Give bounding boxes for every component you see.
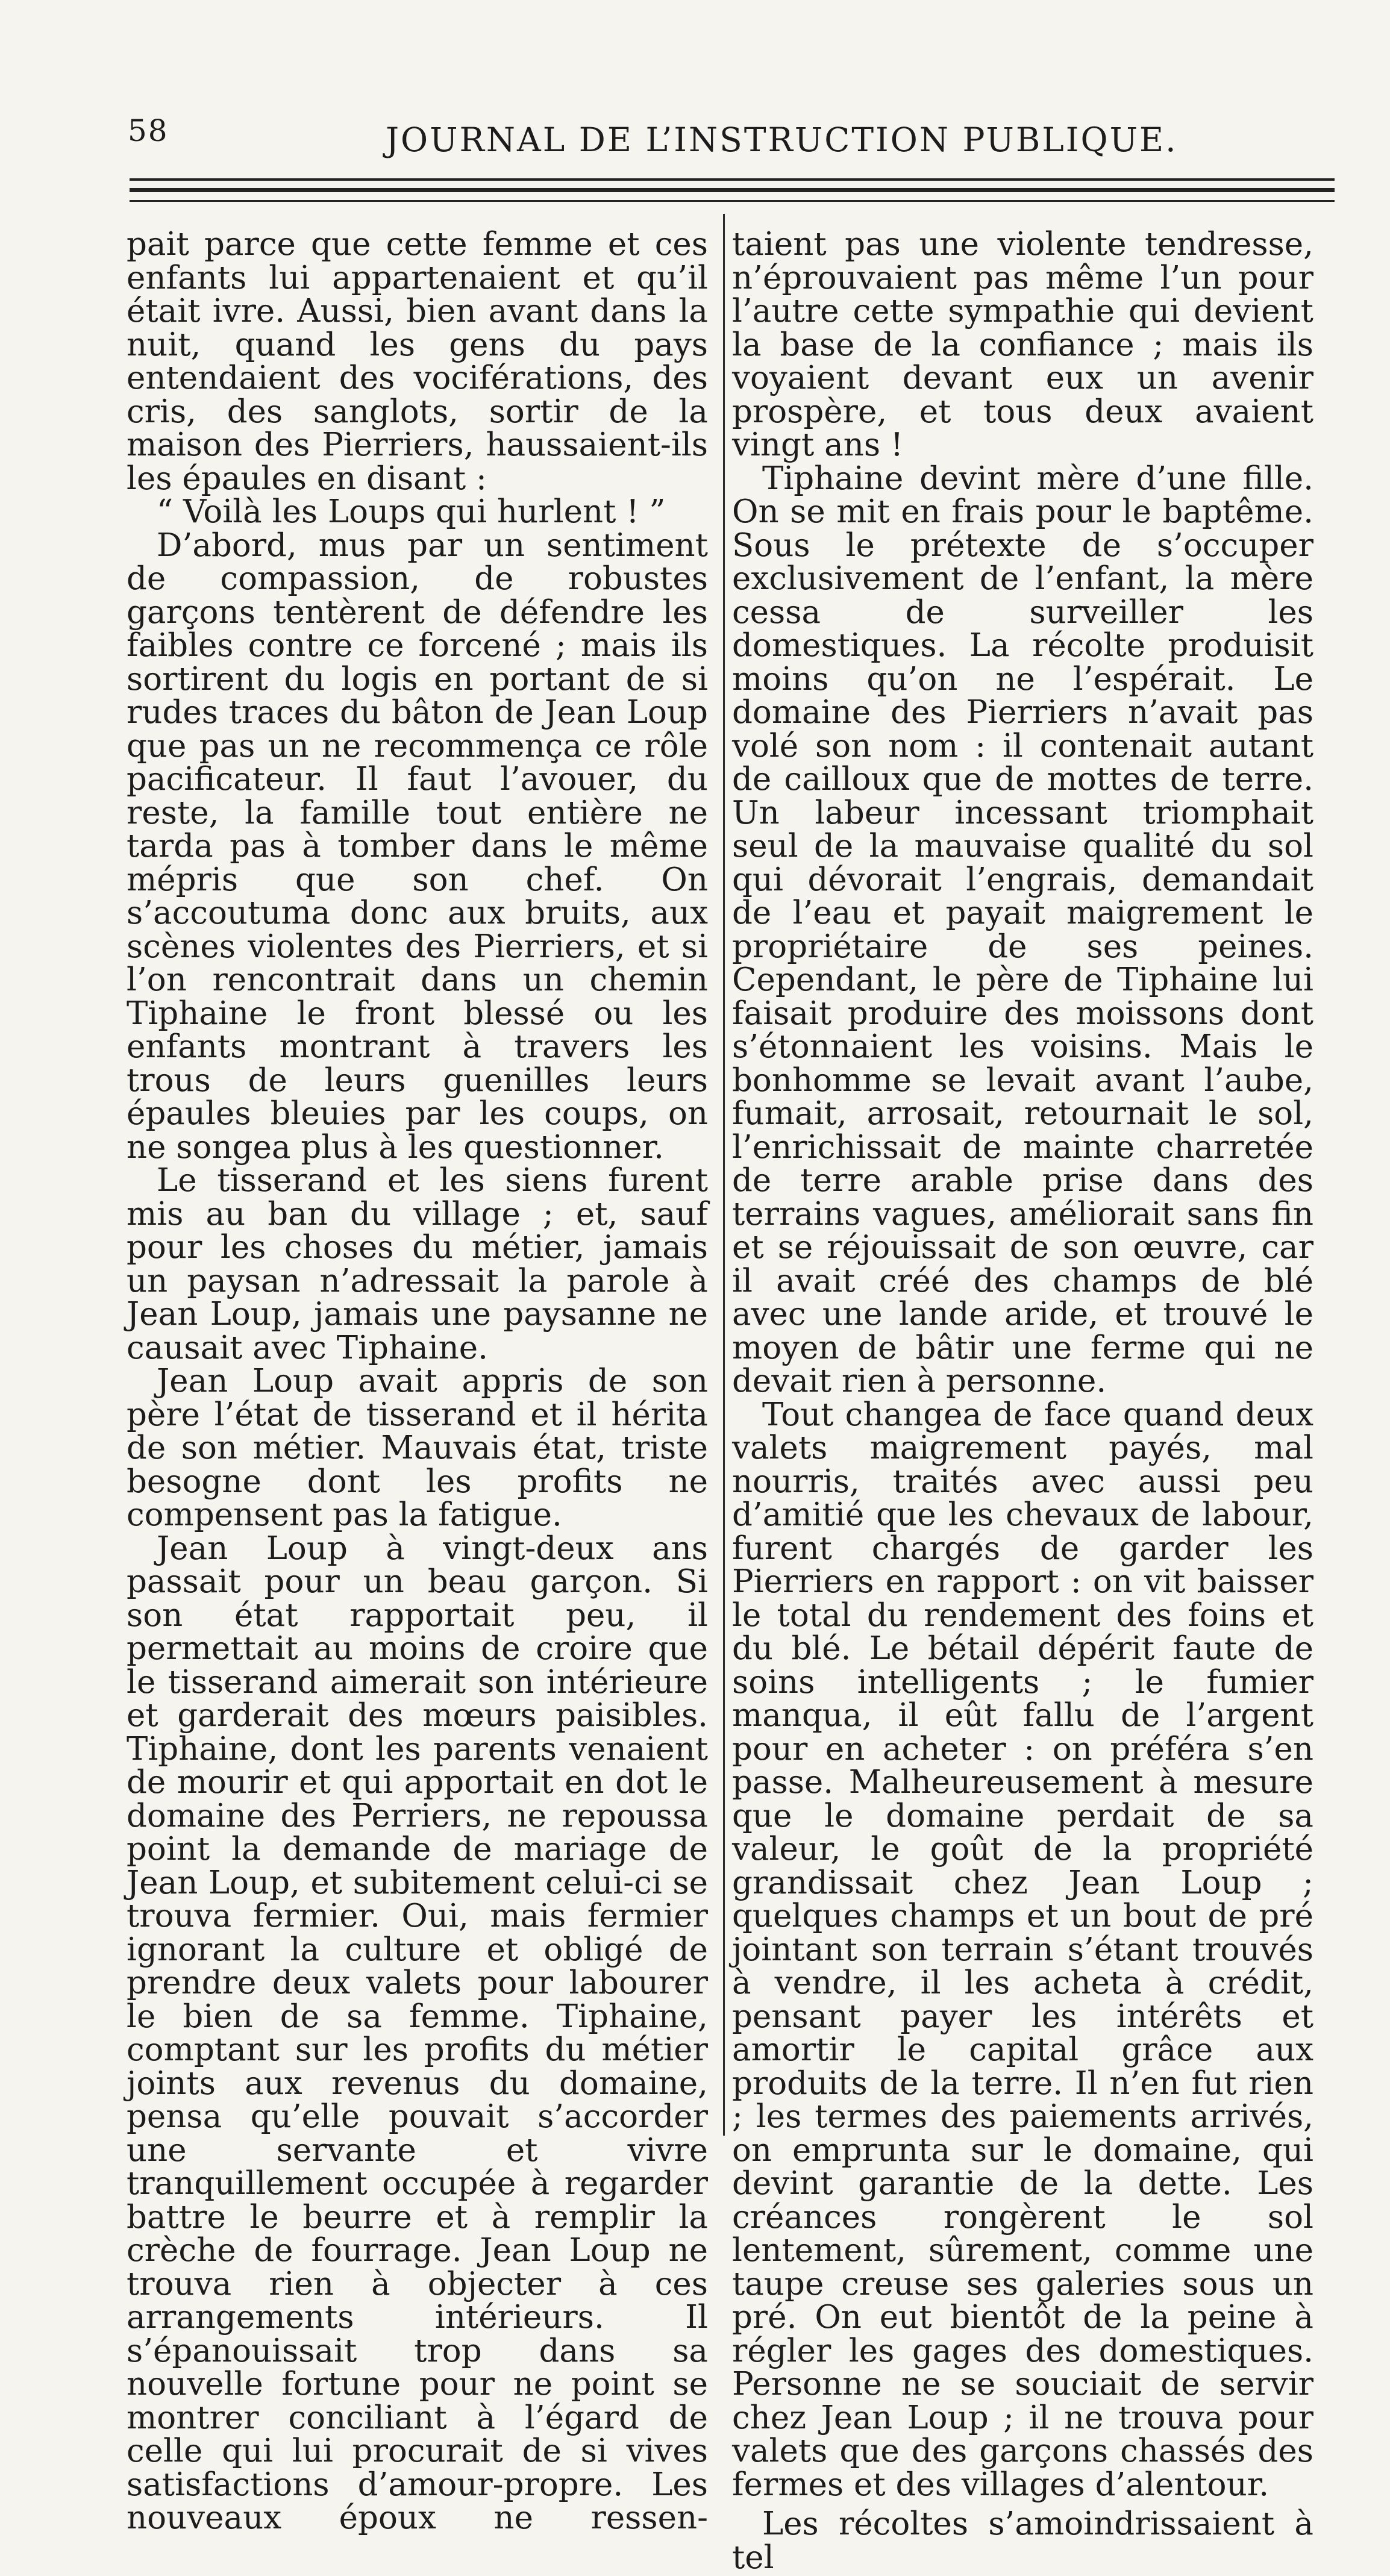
page-number: 58	[128, 113, 169, 148]
paragraph: taient pas une violente tendresse, n’éprouvaient pas même l’un pour l’autre cette sympathie qui devient la base de la confiance ; mais ils voyaient devant eux un avenir prospère, et tous deux avaient vingt ans !	[732, 226, 1313, 463]
header-rule-bottom	[130, 200, 1335, 202]
column-divider	[723, 214, 725, 2136]
header-rule-top	[130, 178, 1335, 181]
left-column	[127, 228, 708, 2535]
paragraph: D’abord, mus par un sentiment de compassion, de robustes garçons tentèrent de défendre les faibles contre ce forcené ; mais ils sortirent du logis en portant de si rudes traces du bâton de Jean Loup que pas un ne recommença ce rôle pacificateur. Il faut l’avouer, du reste, la famille tout entière ne tarda pas à tomber dans le même mépris que son chef. On s’accoutuma donc aux bruits, aux scènes violentes des Pierriers, et si l’on rencontrait dans un chemin Tiphaine le front blessé ou les enfants montrant à travers les trous de leurs guenilles leurs épaules bleuies par les coups, on ne songea plus à les questionner.	[127, 527, 708, 1166]
header-rule-middle	[130, 188, 1335, 192]
quote-paragraph: “ Voilà les Loups qui hurlent ! ”	[157, 493, 666, 530]
right-column	[732, 228, 1313, 2574]
paragraph: Tiphaine devint mère d’une fille. On se mit en frais pour le baptême. Sous le prétexte de s’occuper exclusivement de l’enfant, la mère cessa de surveiller les domestiques. La récolte produisit moins qu’on ne l’espérait. Le domaine des Pierriers n’avait pas volé son nom : il contenait autant de cailloux que de mottes de terre. Un labeur incessant triomphait seul de la mauvaise qualité du sol qui dévorait l’engrais, demandait de l’eau et payait maigrement le propriétaire de ses peines. Cependant, le père de Tiphaine lui faisait produire des moissons dont s’étonnaient les voisins. Mais le bonhomme se levait avant l’aube, fumait, arrosait, retournait le sol, l’enrichissait de mainte charretée de terre arable prise dans des terrains vagues, améliorait sans fin et se réjouissait de son œuvre, car il avait créé des champs de blé avec une lande aride, et trouvé le moyen de bâtir une ferme qui ne devait rien à personne.	[732, 460, 1313, 1399]
paragraph: pait parce que cette femme et ces enfants lui appartenaient et qu’il était ivre. Aussi, bien avant dans la nuit, quand les gens du pays entendaient des vociférations, des cris, des sanglots, sortir de la maison des Pierriers, haussaient-ils les épaules en disant :	[127, 226, 708, 497]
paragraph: Jean Loup avait appris de son père l’état de tisserand et il hérita de son métier. Mauvais état, triste besogne dont les profits ne compensent pas la fatigue.	[127, 1363, 708, 1533]
running-title: JOURNAL DE L’INSTRUCTION PUBLIQUE.	[386, 120, 1178, 159]
paragraph: Les récoltes s’amoindrissaient à tel	[732, 2506, 1313, 2576]
paragraph: Le tisserand et les siens furent mis au ban du village ; et, sauf pour les choses du métier, jamais un paysan n’adressait la parole à Jean Loup, jamais une paysanne ne causait avec Tiphaine.	[127, 1162, 708, 1366]
paragraph: Jean Loup à vingt-deux ans passait pour un beau garçon. Si son état rapportait peu, il permettait au moins de croire que le tisserand aimerait son intérieure et garderait des mœurs paisibles. Tiphaine, dont les parents venaient de mourir et qui apportait en dot le domaine des Perriers, ne repoussa point la demande de mariage de Jean Loup, et subitement celui-ci se trouva fermier. Oui, mais fermier ignorant la culture et obligé de prendre deux valets pour labourer le bien de sa femme. Tiphaine, comptant sur les profits du métier joints aux revenus du domaine, pensa qu’elle pouvait s’accorder une servante et vivre tranquillement occupée à regarder battre le beurre et à remplir la crèche de fourrage. Jean Loup ne trouva rien à objecter à ces arrangements intérieurs. Il s’épanouissait trop dans sa nouvelle fortune pour ne point se montrer conciliant à l’égard de celle qui lui procurait de si vives satisfactions d’amour-propre. Les nouveaux époux ne ressen-	[127, 1530, 708, 2536]
paragraph: Tout changea de face quand deux valets maigrement payés, mal nourris, traités avec aussi peu d’amitié que les chevaux de labour, furent chargés de garder les Pierriers en rapport : on vit baisser le total du rendement des foins et du blé. Le bétail dépérit faute de soins intelligents ; le fumier manqua, il eût fallu de l’argent pour en acheter : on préféra s’en passe. Malheureusement à mesure que le domaine perdait de sa valeur, le goût de la propriété grandissait chez Jean Loup ; quelques champs et un bout de pré jointant son terrain s’étant trouvés à vendre, il les acheta à crédit, pensant payer les intérêts et amortir le capital grâce aux produits de la terre. Il n’en fut rien ; les termes des paiements arrivés, on emprunta sur le domaine, qui devint garantie de la dette. Les créances rongèrent le sol lentement, sûrement, comme une taupe creuse ses galeries sous un pré. On eut bientôt de la peine à régler les gages des domestiques. Personne ne se souciait de servir chez Jean Loup ; il ne trouva pour valets que des garçons chassés des fermes et des villages d’alentour.	[732, 1396, 1313, 2503]
